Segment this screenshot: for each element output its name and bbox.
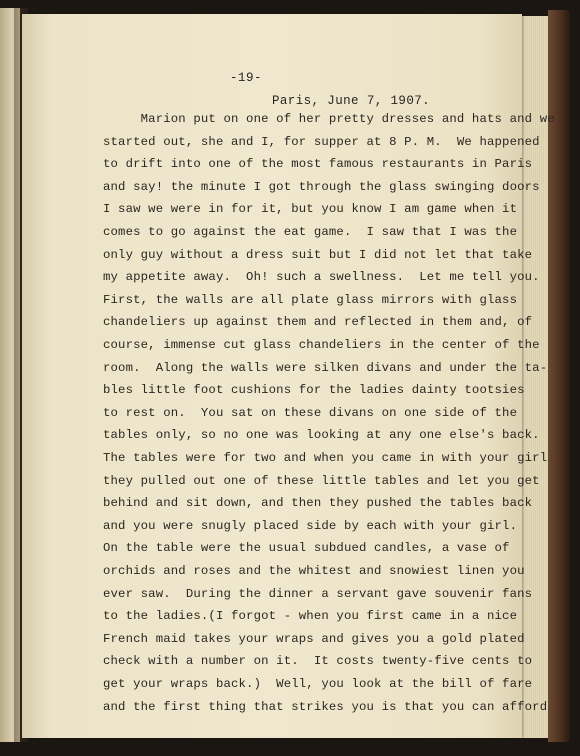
text-line: The tables were for two and when you came in with your girl xyxy=(103,451,548,465)
text-line: course, immense cut glass chandeliers in the center of the xyxy=(103,338,540,352)
text-line: orchids and roses and the whitest and snowiest linen you xyxy=(103,564,525,578)
text-line: check with a number on it. It costs twenty-five cents to xyxy=(103,654,533,669)
text-line: to the ladies.(I forgot - when you first came in a nice xyxy=(103,609,518,624)
text-line: only guy without a dress suit but I did not let that take xyxy=(103,247,533,262)
text-line: comes to go against the eat game. I saw that I was the xyxy=(103,225,518,239)
text-line: get your wraps back.) Well, you look at the bill of fare xyxy=(103,677,533,691)
page-number: -19- xyxy=(230,71,263,85)
text-line: they pulled out one of these little tables and let you get xyxy=(103,473,540,488)
text-line: and you were snugly placed side by each with your girl. xyxy=(103,518,518,533)
text-line: to rest on. You sat on these divans on one side of the xyxy=(103,405,518,420)
text-line: room. Along the walls were silken divans and under the ta- xyxy=(103,360,548,375)
text-line: to drift into one of the most famous restaurants in Paris xyxy=(103,157,533,172)
dateline: Paris, June 7, 1907. xyxy=(272,94,431,108)
text-line: I saw we were in for it, but you know I am game when it xyxy=(103,202,518,217)
text-line: chandeliers up against them and reflected in them and, of xyxy=(103,315,533,330)
text-line: ever saw. During the dinner a servant gave souvenir fans xyxy=(103,586,533,601)
text-line: my appetite away. Oh! such a swellness. Let me tell you. xyxy=(103,270,540,285)
text-line: tables only, so no one was looking at any one else's back. xyxy=(103,428,540,443)
text-line: and the first thing that strikes you is that you can afford xyxy=(103,699,548,714)
text-line: and say! the minute I got through the glass swinging doors xyxy=(103,179,540,194)
text-line: First, the walls are all plate glass mirrors with glass xyxy=(103,292,518,307)
text-line: On the table were the usual subdued candles, a vase of xyxy=(103,541,510,556)
text-line: Marion put on one of her pretty dresses and hats and we xyxy=(103,112,555,126)
text-line: bles little foot cushions for the ladies dainty tootsies xyxy=(103,383,525,398)
text-line: French maid takes your wraps and gives you a gold plated xyxy=(103,631,525,646)
text-line: behind and sit down, and then they pushed the tables back xyxy=(103,496,533,511)
text-line: started out, she and I, for supper at 8 P. M. We happened xyxy=(103,134,540,149)
